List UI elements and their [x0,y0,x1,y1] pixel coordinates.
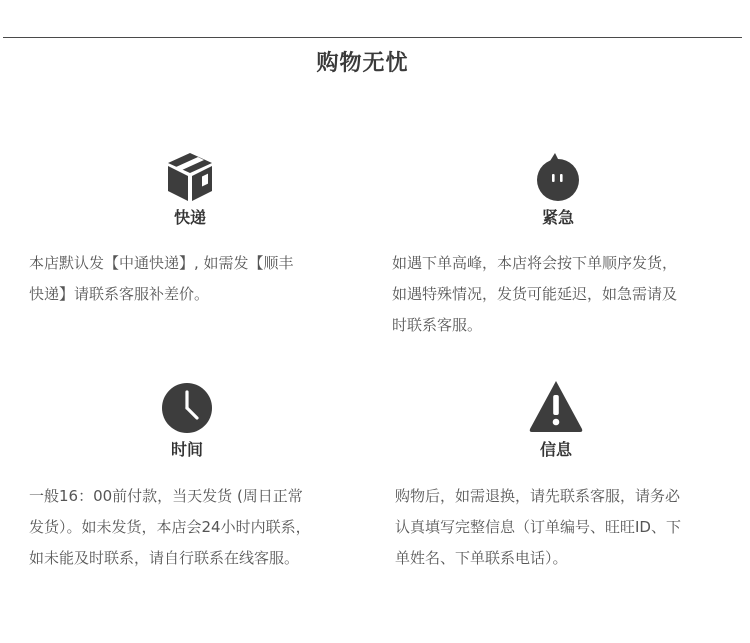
section-text [29,248,369,310]
text-line: 一般16：00前付款，当天发货 (周日正常 [29,487,303,505]
chat-bubble-icon [528,150,588,210]
text-line: 时联系客服。 [392,316,483,334]
text-line: 如未能及时联系，请自行联系在线客服。 [29,549,300,567]
text-line: 快递】请联系客服补差价。 [29,285,210,303]
section-text [395,481,740,574]
section-title: 快递 [173,208,206,227]
text-line: 购物后，如需退换，请先联系客服，请务必 [395,487,681,505]
section-title: 紧急 [541,208,574,227]
section-title: 信息 [539,440,572,459]
page-title: 购物无忧 [316,51,409,76]
clock-icon [157,378,217,438]
text-line: 如遇特殊情况，发货可能延迟，如急需请及 [392,285,678,303]
text-line: 本店默认发【中通快递】, 如需发【顺丰 [29,254,294,272]
text-line: 认真填写完整信息（订单编号、旺旺ID、下 [395,518,681,536]
text-line: 单姓名、下单联系电话）。 [395,549,568,567]
section-text [392,248,732,341]
text-line: 如遇下单高峰，本店将会按下单顺序发货， [392,254,678,272]
section-title: 时间 [170,440,203,459]
box-icon [160,147,220,207]
top-divider [3,37,742,38]
warning-icon [526,377,586,437]
text-line: 发货）。如未发货，本店会24小时内联系， [29,518,311,536]
section-text [29,481,369,574]
